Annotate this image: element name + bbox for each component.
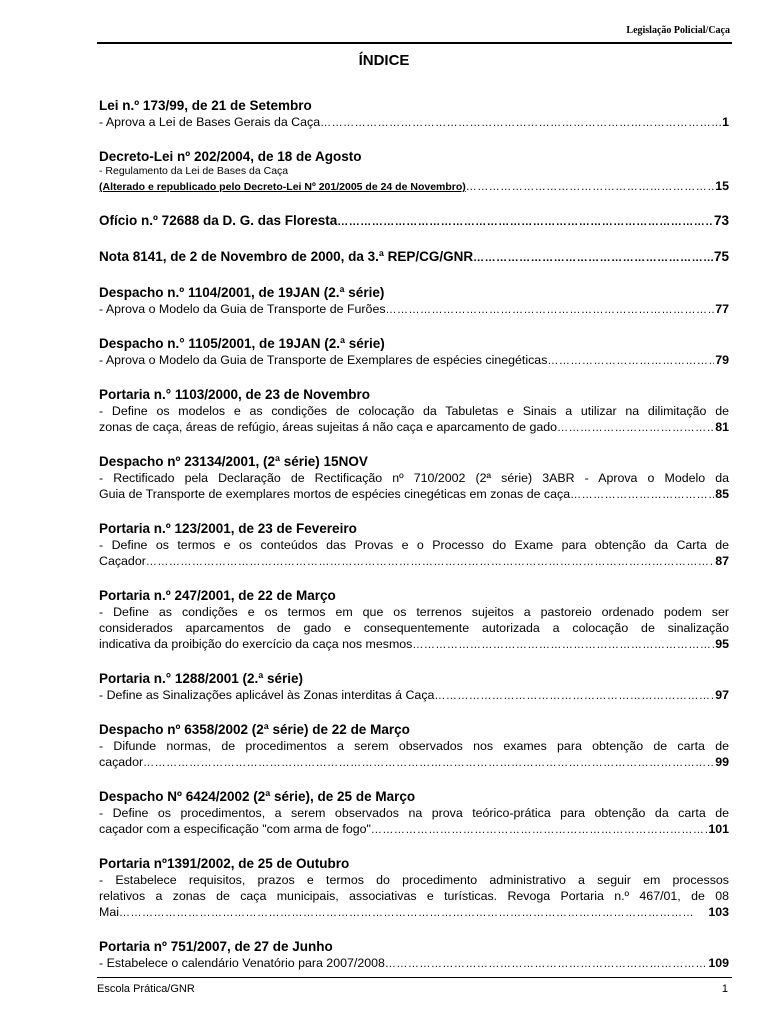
toc-entry-description: - Define as Sinalizações aplicável às Zonas interditas á Caça …………………………………………………………………………………………………………………………………… 97	[99, 687, 729, 704]
toc-entry-title: Despacho n.º 1104/2001, de 19JAN (2.ª série)	[99, 285, 385, 300]
toc-entry[interactable]	[99, 97, 729, 131]
toc-entry[interactable]	[99, 587, 729, 653]
toc-entry[interactable]	[99, 212, 729, 231]
toc-entry[interactable]	[99, 386, 729, 436]
toc-entry-description: considerados aparcamentos de gado e consequentemente autorizada a colocação de sinalização	[99, 621, 729, 635]
toc-page-number: 81	[715, 420, 729, 434]
toc-entry-description: Caçador …………………………………………………………………………………………………………………………………… 87	[99, 553, 729, 570]
toc-entry-description: - Estabelece o calendário Venatório para 2007/2008 …………………………………………………………………………………………………………………………………… 109	[99, 955, 729, 972]
page-title: ÍNDICE	[358, 52, 410, 69]
toc-entry-title: Portaria nº 751/2007, de 27 de Junho	[99, 939, 333, 954]
toc-entry-description: caçador …………………………………………………………………………………………………………………………………… 99	[99, 754, 729, 771]
toc-page-number: 95	[715, 637, 729, 651]
footer-left: Escola Prática/GNR	[97, 983, 195, 995]
toc-entry-description: - Difunde normas, de procedimentos a serem observados nos exames para obtenção de carta de	[99, 739, 729, 753]
toc-page-number: 1	[722, 115, 729, 129]
toc-entry-description: (Alterado e republicado pelo Decreto-Lei Nº 201/2005 de 24 de Novembro) …………………………………………………………………………………………………………………………………… 15	[99, 178, 729, 195]
toc-entry-description: - Aprova o Modelo da Guia de Transporte de Furões …………………………………………………………………………………………………………………………………… 77	[99, 301, 729, 318]
toc-entry-title: Decreto-Lei nº 202/2004, de 18 de Agosto	[99, 149, 362, 164]
toc-entry-description: - Aprova o Modelo da Guia de Transporte de Exemplares de espécies cinegéticas …………………………………………………………………………………………………………………………………… 79	[99, 352, 729, 369]
toc-entry[interactable]	[99, 335, 729, 369]
toc-entry-description: - Define os procedimentos, a serem observados na prova teórico-prática para obtenção da carta de	[99, 806, 729, 820]
toc-entry-description: Guia de Transporte de exemplares mortos de espécies cinegéticas em zonas de caça …………………………………………………………………………………………………………………………………… 85	[99, 486, 729, 503]
toc-page-number: 15	[715, 179, 729, 193]
toc-entry-title: Portaria nº1391/2002, de 25 de Outubro	[99, 856, 350, 871]
toc-entry-description: zonas de caça, áreas de refúgio, áreas sujeitas á não caça e aparcamento de gado …………………………………………………………………………………………………………………………………… 81	[99, 419, 729, 436]
toc-page-number: 101	[708, 822, 729, 836]
toc-entry-title: Portaria n.° 1103/2000, de 23 de Novembro	[99, 387, 371, 402]
toc-page-number: 103	[708, 905, 729, 919]
toc-entry-title: Portaria n.º 247/2001, de 22 de Março	[99, 588, 336, 603]
page-number: 1	[721, 983, 728, 995]
toc-entry-title: Despacho Nº 6424/2002 (2ª série), de 25 de Março	[99, 789, 416, 804]
toc-entry[interactable]	[99, 938, 729, 972]
toc-entry-description: - Define as condições e os termos em que os terrenos sujeitos a pastoreio ordenado podem ser	[99, 605, 729, 619]
toc-entry[interactable]	[99, 284, 729, 318]
toc-entry-description: - Define os modelos e as condições de colocação da Tabuletas e Sinais a utilizar na dilimitação de	[99, 404, 729, 418]
toc-entry-description: indicativa da proibição do exercício da caça nos mesmos …………………………………………………………………………………………………………………………………… 95	[99, 636, 729, 653]
toc-entry-title: Portaria n.° 1288/2001 (2.ª série)	[99, 671, 304, 686]
toc-entry[interactable]	[99, 148, 729, 195]
toc-entry-title: Despacho n.° 1105/2001, de 19JAN (2.ª série)	[99, 336, 385, 351]
toc-entry[interactable]	[99, 670, 729, 704]
toc-page-number: 109	[708, 956, 729, 970]
toc-entry-title: Nota 8141, de 2 de Novembro de 2000, da 3.ª REP/CG/GNR …………………………………………………………………………………………………………………………………… 75	[99, 248, 729, 267]
toc-entry-description: relativos a zonas de caça municipais, associativas e turísticas. Revoga Portaria n.º 467/01, de 08	[99, 889, 729, 903]
toc-entry-description: caçador com a especificação "com arma de fogo" …………………………………………………………………………………………………………………………………… 101	[99, 821, 729, 838]
toc-entry[interactable]	[99, 453, 729, 503]
toc-page-number: 85	[715, 487, 729, 501]
toc-page-number: 73	[713, 213, 729, 228]
header-rule	[97, 42, 732, 44]
toc-entry-description: - Rectificado pela Declaração de Rectificação nº 710/2002 (2ª série) 3ABR - Aprova o Modelo da	[99, 471, 729, 485]
toc-entry-note: - Regulamento da Lei de Bases da Caça	[99, 165, 289, 177]
toc-page-number: 77	[715, 302, 729, 316]
toc-entry[interactable]	[99, 721, 729, 771]
toc-entry[interactable]	[99, 788, 729, 838]
toc-entry-title: Ofício n.º 72688 da D. G. das Floresta …………………………………………………………………………………………………………………………………… 73	[99, 212, 729, 231]
toc-entry[interactable]	[99, 520, 729, 570]
toc-entry[interactable]	[99, 248, 729, 267]
toc-entry-title: Portaria n.º 123/2001, de 23 de Fevereiro	[99, 521, 357, 536]
toc-page-number: 79	[715, 353, 729, 367]
toc-entry-description: - Define os termos e os conteúdos das Provas e o Processo do Exame para obtenção da Carta de	[99, 538, 729, 552]
running-header: Legislação Policial/Caça	[626, 25, 730, 36]
toc-page-number: 97	[715, 688, 729, 702]
toc-entry-description: - Estabelece requisitos, prazos e termos do procedimento administrativo a seguir em processos	[99, 873, 729, 887]
toc-page-number: 75	[713, 249, 729, 264]
toc-entry-title: Despacho nº 6358/2002 (2ª série) de 22 de Março	[99, 722, 410, 737]
toc-entry-title: Despacho nº 23134/2001, (2ª série) 15NOV	[99, 454, 368, 469]
toc-entry[interactable]	[99, 855, 729, 921]
toc-page-number: 99	[715, 755, 729, 769]
toc-entry-title: Lei n.º 173/99, de 21 de Setembro	[99, 98, 312, 113]
toc-page-number: 87	[715, 554, 729, 568]
toc-entry-description: Mai …………………………………………………………………………………………………………………………………… 103	[99, 904, 729, 921]
toc-entries	[99, 97, 729, 989]
footer-rule	[97, 977, 732, 978]
toc-entry-description: - Aprova a Lei de Bases Gerais da Caça …………………………………………………………………………………………………………………………………… 1	[99, 114, 729, 131]
